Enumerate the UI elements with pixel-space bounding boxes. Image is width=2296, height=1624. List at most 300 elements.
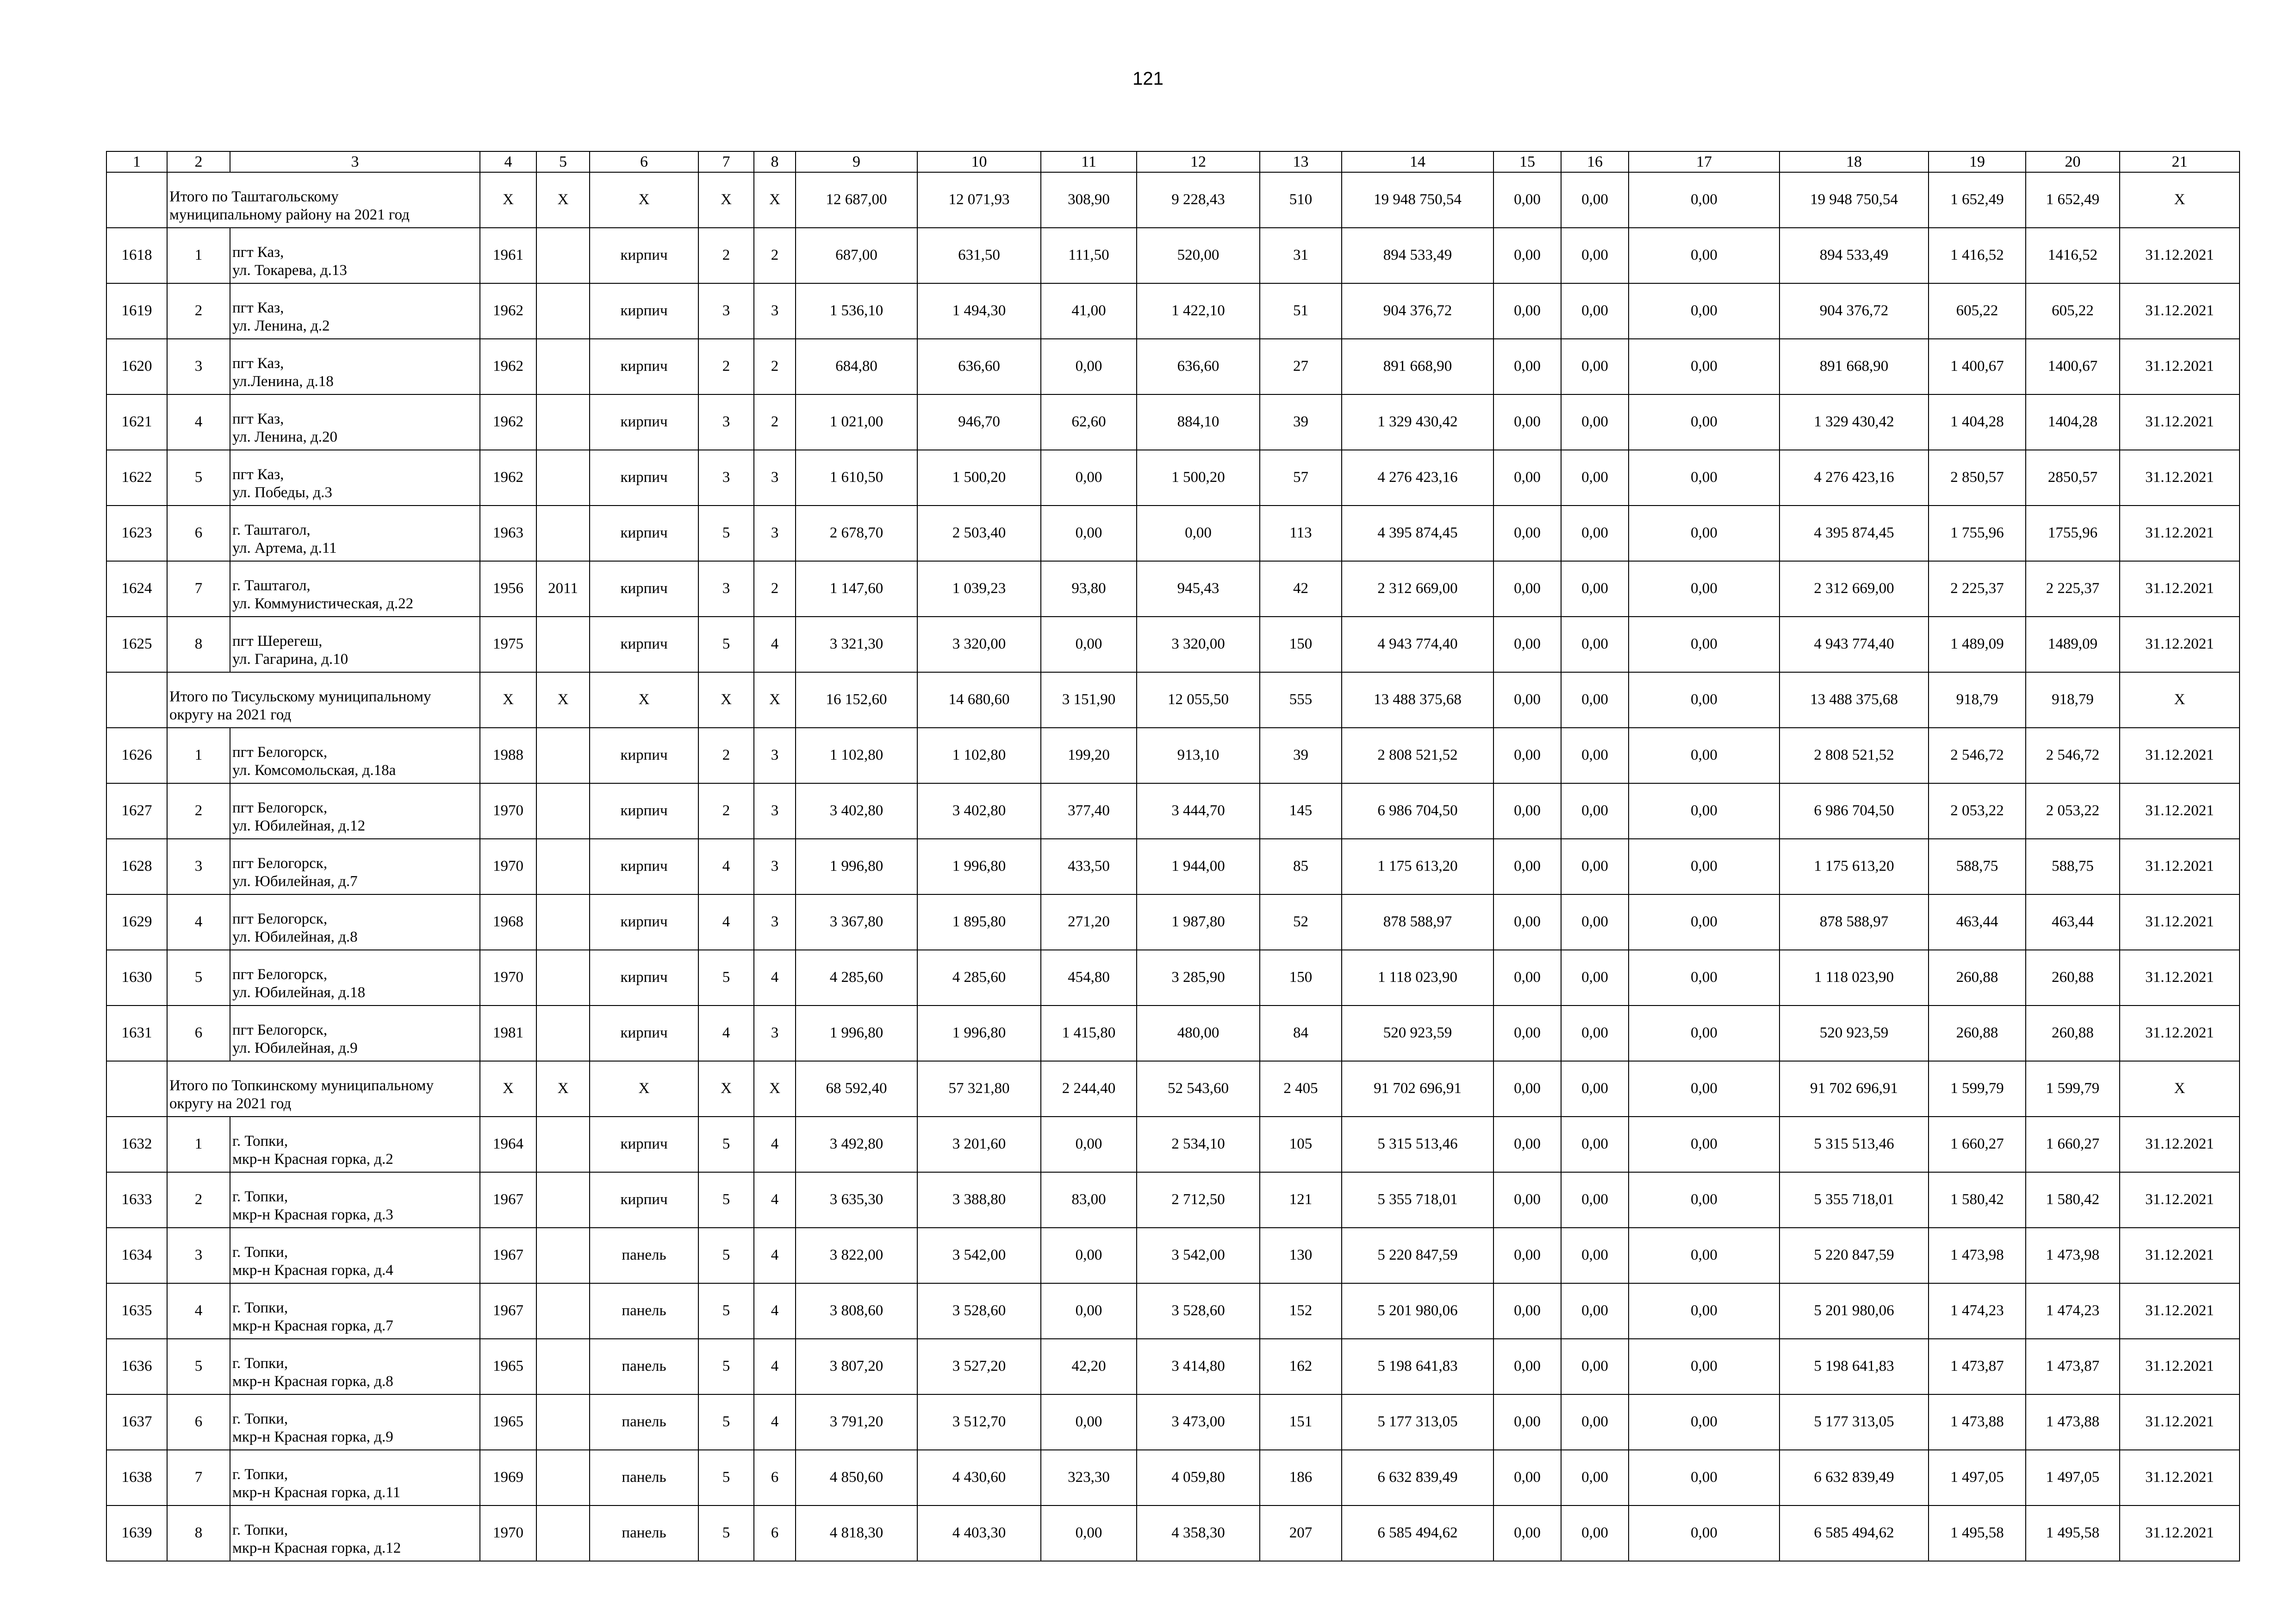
table-cell: 0,00: [1041, 1228, 1137, 1283]
table-cell: 111,50: [1041, 228, 1137, 283]
table-cell: 0,00: [1561, 1061, 1629, 1117]
table-cell: X: [590, 672, 698, 728]
table-cell: 0,00: [1629, 394, 1780, 450]
table-cell: 2 808 521,52: [1342, 728, 1493, 783]
table-cell: 31.12.2021: [2120, 783, 2240, 839]
table-cell: 91 702 696,91: [1780, 1061, 1929, 1117]
table-cell: [536, 617, 590, 672]
table-cell: 0,00: [1561, 617, 1629, 672]
table-cell: 2 503,40: [917, 506, 1041, 561]
table-cell: 2011: [536, 561, 590, 617]
table-cell: 1 422,10: [1137, 283, 1260, 339]
table-cell: 0,00: [1493, 1061, 1561, 1117]
table-cell: 3 527,20: [917, 1339, 1041, 1394]
address-line: мкр-н Красная горка, д.7: [232, 1318, 393, 1335]
address-cell: [230, 783, 480, 839]
table-cell: 5: [698, 1339, 754, 1394]
table-cell: 1962: [480, 394, 536, 450]
table-cell: 1 175 613,20: [1342, 839, 1493, 894]
address-line: ул. Комсомольская, д.18а: [232, 762, 396, 779]
table-cell: 6 585 494,62: [1780, 1505, 1929, 1561]
table-cell: 0,00: [1561, 1450, 1629, 1505]
table-cell: 4 276 423,16: [1780, 450, 1929, 506]
table-cell: 1 494,30: [917, 283, 1041, 339]
table-cell: 0,00: [1561, 1283, 1629, 1339]
table-cell: 0,00: [1493, 1339, 1561, 1394]
table-cell: [536, 1228, 590, 1283]
table-cell: 2 850,57: [1929, 450, 2026, 506]
table-cell: 3: [754, 728, 796, 783]
subtotal-row: [106, 1061, 2240, 1117]
table-cell: 0,00: [1493, 950, 1561, 1006]
table-cell: 3 542,00: [917, 1228, 1041, 1283]
table-cell: панель: [590, 1394, 698, 1450]
table-cell: [536, 950, 590, 1006]
table-cell: 2 225,37: [1929, 561, 2026, 617]
table-cell: 3 542,00: [1137, 1228, 1260, 1283]
row-number-cell: 1623: [106, 506, 167, 561]
table-cell: 0,00: [1561, 1117, 1629, 1172]
table-cell: 0,00: [1493, 1172, 1561, 1228]
table-cell: 1 102,80: [917, 728, 1041, 783]
table-cell: 1 599,79: [2026, 1061, 2120, 1117]
table-cell: 31.12.2021: [2120, 1339, 2240, 1394]
item-index-cell: 3: [167, 839, 230, 894]
table-cell: 0,00: [1561, 450, 1629, 506]
table-cell: 31.12.2021: [2120, 1172, 2240, 1228]
table-cell: панель: [590, 1228, 698, 1283]
table-cell: 0,00: [1041, 450, 1137, 506]
table-cell: 3: [698, 561, 754, 617]
subtotal-label-line: муниципальному району на 2021 год: [169, 206, 410, 224]
table-cell: 1 996,80: [917, 839, 1041, 894]
column-number-header: 21: [2120, 151, 2240, 172]
table-cell: 433,50: [1041, 839, 1137, 894]
column-number-header: 5: [536, 151, 590, 172]
table-cell: 377,40: [1041, 783, 1137, 839]
item-index-cell: 8: [167, 1505, 230, 1561]
column-number-header: 15: [1493, 151, 1561, 172]
table-cell: 12 055,50: [1137, 672, 1260, 728]
table-cell: 1 580,42: [1929, 1172, 2026, 1228]
table-cell: кирпич: [590, 950, 698, 1006]
table-row: [106, 839, 2240, 894]
table-cell: 31.12.2021: [2120, 728, 2240, 783]
table-cell: 3 528,60: [1137, 1283, 1260, 1339]
table-cell: 5 355 718,01: [1342, 1172, 1493, 1228]
table-cell: 2: [698, 339, 754, 394]
table-cell: [536, 1339, 590, 1394]
table-cell: 894 533,49: [1780, 228, 1929, 283]
table-cell: 42: [1260, 561, 1342, 617]
table-cell: 0,00: [1561, 394, 1629, 450]
table-cell: 1963: [480, 506, 536, 561]
row-number-cell: [106, 1061, 167, 1117]
address-line: пгт Белогорск,: [232, 1021, 328, 1038]
table-cell: 0,00: [1629, 561, 1780, 617]
table-cell: 52 543,60: [1137, 1061, 1260, 1117]
table-cell: 0,00: [1561, 1505, 1629, 1561]
table-cell: 0,00: [1629, 506, 1780, 561]
column-number-header: 14: [1342, 151, 1493, 172]
table-cell: X: [698, 1061, 754, 1117]
table-cell: 150: [1260, 950, 1342, 1006]
table-cell: 1 610,50: [796, 450, 917, 506]
table-cell: 1 497,05: [1929, 1450, 2026, 1505]
column-number-header: 4: [480, 151, 536, 172]
row-number-cell: 1619: [106, 283, 167, 339]
table-cell: 1 500,20: [917, 450, 1041, 506]
table-cell: 0,00: [1629, 894, 1780, 950]
table-cell: 636,60: [1137, 339, 1260, 394]
row-number-cell: 1625: [106, 617, 167, 672]
address-line: г. Топки,: [232, 1466, 288, 1483]
table-cell: 945,43: [1137, 561, 1260, 617]
row-number-cell: 1630: [106, 950, 167, 1006]
table-cell: 1489,09: [2026, 617, 2120, 672]
table-cell: [536, 1006, 590, 1061]
table-cell: 0,00: [1561, 1339, 1629, 1394]
subtotal-row: [106, 172, 2240, 228]
address-line: пгт Белогорск,: [232, 855, 328, 872]
address-line: пгт Каз,: [232, 299, 284, 316]
column-number-header: 19: [1929, 151, 2026, 172]
table-cell: 4 395 874,45: [1342, 506, 1493, 561]
table-cell: 6 986 704,50: [1780, 783, 1929, 839]
table-cell: 0,00: [1493, 1117, 1561, 1172]
table-cell: 878 588,97: [1342, 894, 1493, 950]
table-cell: 1 400,67: [1929, 339, 2026, 394]
table-cell: 1755,96: [2026, 506, 2120, 561]
table-cell: [536, 228, 590, 283]
table-cell: 0,00: [1561, 228, 1629, 283]
table-cell: 0,00: [1493, 894, 1561, 950]
table-cell: 878 588,97: [1780, 894, 1929, 950]
table-cell: X: [754, 672, 796, 728]
table-cell: 1 599,79: [1929, 1061, 2026, 1117]
table-cell: 0,00: [1561, 1394, 1629, 1450]
table-cell: 1 660,27: [2026, 1117, 2120, 1172]
table-cell: 52: [1260, 894, 1342, 950]
item-index-cell: 2: [167, 1172, 230, 1228]
table-cell: 884,10: [1137, 394, 1260, 450]
table-cell: 3: [754, 839, 796, 894]
address-line: ул. Юбилейная, д.8: [232, 929, 358, 946]
table-cell: 0,00: [1493, 450, 1561, 506]
table-cell: 1970: [480, 1505, 536, 1561]
column-number-header: 2: [167, 151, 230, 172]
table-cell: 31.12.2021: [2120, 339, 2240, 394]
address-line: г. Топки,: [232, 1355, 288, 1372]
table-cell: 260,88: [2026, 1006, 2120, 1061]
table-cell: 6 585 494,62: [1342, 1505, 1493, 1561]
table-cell: 3 822,00: [796, 1228, 917, 1283]
address-line: мкр-н Красная горка, д.11: [232, 1484, 401, 1501]
column-number-header: 1: [106, 151, 167, 172]
table-cell: 1 652,49: [1929, 172, 2026, 228]
table-cell: 0,00: [1561, 339, 1629, 394]
table-cell: 1967: [480, 1172, 536, 1228]
subtotal-label: [167, 672, 480, 728]
column-number-header: 11: [1041, 151, 1137, 172]
table-row: [106, 728, 2240, 783]
table-cell: 0,00: [1041, 1283, 1137, 1339]
table-cell: 1967: [480, 1283, 536, 1339]
table-cell: кирпич: [590, 228, 698, 283]
table-cell: 1400,67: [2026, 339, 2120, 394]
table-cell: 2 808 521,52: [1780, 728, 1929, 783]
row-number-cell: 1621: [106, 394, 167, 450]
address-line: мкр-н Красная горка, д.12: [232, 1540, 401, 1557]
table-cell: 260,88: [1929, 1006, 2026, 1061]
row-number-cell: 1636: [106, 1339, 167, 1394]
table-cell: 0,00: [1041, 506, 1137, 561]
table-cell: 5 220 847,59: [1342, 1228, 1493, 1283]
table-cell: 0,00: [1493, 561, 1561, 617]
table-cell: 0,00: [1629, 617, 1780, 672]
table-cell: 6: [754, 1505, 796, 1561]
table-cell: 57 321,80: [917, 1061, 1041, 1117]
address-line: мкр-н Красная горка, д.8: [232, 1373, 393, 1390]
table-cell: 4: [754, 1228, 796, 1283]
table-cell: 39: [1260, 728, 1342, 783]
table-cell: кирпич: [590, 339, 698, 394]
address-cell: [230, 228, 480, 283]
table-cell: 0,00: [1629, 783, 1780, 839]
table-cell: 3: [698, 450, 754, 506]
address-line: ул. Ленина, д.2: [232, 318, 330, 335]
table-cell: 4: [698, 1006, 754, 1061]
table-cell: 0,00: [1629, 1061, 1780, 1117]
table-cell: 0,00: [1041, 339, 1137, 394]
table-cell: 1 118 023,90: [1342, 950, 1493, 1006]
table-cell: 4: [754, 1339, 796, 1394]
table-cell: 1 039,23: [917, 561, 1041, 617]
table-cell: 3 321,30: [796, 617, 917, 672]
table-cell: 5 220 847,59: [1780, 1228, 1929, 1283]
table-cell: 0,00: [1629, 1172, 1780, 1228]
table-cell: 918,79: [2026, 672, 2120, 728]
housing-registry-table: [106, 151, 2240, 1562]
table-cell: 0,00: [1561, 172, 1629, 228]
column-number-header: 6: [590, 151, 698, 172]
table-cell: 463,44: [2026, 894, 2120, 950]
address-line: ул.Ленина, д.18: [232, 373, 334, 390]
table-cell: 186: [1260, 1450, 1342, 1505]
table-cell: 687,00: [796, 228, 917, 283]
table-cell: панель: [590, 1283, 698, 1339]
table-cell: 0,00: [1493, 1450, 1561, 1505]
table-cell: 150: [1260, 617, 1342, 672]
table-cell: 904 376,72: [1780, 283, 1929, 339]
address-cell: [230, 1283, 480, 1339]
table-cell: 0,00: [1629, 172, 1780, 228]
table-cell: 3 285,90: [1137, 950, 1260, 1006]
table-cell: 4: [754, 1283, 796, 1339]
table-cell: 4: [754, 1172, 796, 1228]
row-number-cell: 1626: [106, 728, 167, 783]
table-cell: 5 177 313,05: [1342, 1394, 1493, 1450]
table-cell: 31.12.2021: [2120, 617, 2240, 672]
table-cell: X: [536, 1061, 590, 1117]
address-line: г. Топки,: [232, 1410, 288, 1427]
item-index-cell: 4: [167, 894, 230, 950]
table-cell: кирпич: [590, 783, 698, 839]
row-number-cell: 1631: [106, 1006, 167, 1061]
table-cell: панель: [590, 1339, 698, 1394]
table-cell: [536, 394, 590, 450]
table-cell: 1 652,49: [2026, 172, 2120, 228]
table-cell: 2: [698, 228, 754, 283]
table-cell: 39: [1260, 394, 1342, 450]
table-cell: 3: [754, 1006, 796, 1061]
table-cell: 3: [698, 283, 754, 339]
item-index-cell: 4: [167, 394, 230, 450]
table-cell: [536, 1117, 590, 1172]
item-index-cell: 4: [167, 1283, 230, 1339]
table-cell: 51: [1260, 283, 1342, 339]
table-cell: 27: [1260, 339, 1342, 394]
table-cell: 0,00: [1629, 283, 1780, 339]
table-row: [106, 1450, 2240, 1505]
table-cell: [536, 839, 590, 894]
table-cell: 41,00: [1041, 283, 1137, 339]
table-cell: 4: [754, 950, 796, 1006]
table-cell: 83,00: [1041, 1172, 1137, 1228]
address-line: пгт Шерегеш,: [232, 632, 323, 650]
table-cell: 14 680,60: [917, 672, 1041, 728]
item-index-cell: 2: [167, 283, 230, 339]
table-cell: 2: [754, 339, 796, 394]
table-cell: 520 923,59: [1780, 1006, 1929, 1061]
address-line: пгт Белогорск,: [232, 743, 328, 761]
address-line: ул. Коммунистическая, д.22: [232, 595, 414, 612]
table-cell: 913,10: [1137, 728, 1260, 783]
table-cell: 480,00: [1137, 1006, 1260, 1061]
table-row: [106, 617, 2240, 672]
table-cell: 31.12.2021: [2120, 283, 2240, 339]
table-cell: 3 791,20: [796, 1394, 917, 1450]
table-cell: 3 808,60: [796, 1283, 917, 1339]
address-line: г. Топки,: [232, 1188, 288, 1205]
item-index-cell: 3: [167, 339, 230, 394]
table-row: [106, 1006, 2240, 1061]
column-number-header: 16: [1561, 151, 1629, 172]
address-cell: [230, 450, 480, 506]
subtotal-label-line: Итого по Таштагольскому: [169, 188, 339, 205]
table-cell: 1 147,60: [796, 561, 917, 617]
address-line: г. Топки,: [232, 1299, 288, 1316]
table-cell: 0,00: [1629, 1006, 1780, 1061]
table-cell: 0,00: [1493, 672, 1561, 728]
table-cell: [536, 1505, 590, 1561]
table-cell: 3: [754, 894, 796, 950]
table-cell: 1 329 430,42: [1780, 394, 1929, 450]
address-line: г. Таштагол,: [232, 577, 311, 594]
table-cell: 0,00: [1561, 1172, 1629, 1228]
table-cell: 5: [698, 1117, 754, 1172]
address-line: ул. Токарева, д.13: [232, 262, 347, 279]
table-cell: 0,00: [1493, 728, 1561, 783]
table-cell: 0,00: [1493, 1505, 1561, 1561]
table-cell: 636,60: [917, 339, 1041, 394]
table-cell: 1962: [480, 450, 536, 506]
table-cell: 1964: [480, 1117, 536, 1172]
row-number-cell: 1628: [106, 839, 167, 894]
table-cell: 2 225,37: [2026, 561, 2120, 617]
table-cell: 1 473,87: [1929, 1339, 2026, 1394]
table-cell: X: [480, 1061, 536, 1117]
table-cell: 0,00: [1629, 839, 1780, 894]
column-number-header: 12: [1137, 151, 1260, 172]
table-cell: 2 405: [1260, 1061, 1342, 1117]
address-line: ул. Юбилейная, д.9: [232, 1040, 358, 1057]
table-cell: 9 228,43: [1137, 172, 1260, 228]
table-cell: 3 402,80: [796, 783, 917, 839]
address-cell: [230, 950, 480, 1006]
column-number-header: 8: [754, 151, 796, 172]
table-cell: 0,00: [1493, 1006, 1561, 1061]
table-cell: 84: [1260, 1006, 1342, 1061]
table-cell: [536, 1172, 590, 1228]
column-number-header: 17: [1629, 151, 1780, 172]
table-cell: 42,20: [1041, 1339, 1137, 1394]
table-cell: 16 152,60: [796, 672, 917, 728]
table-cell: 1 660,27: [1929, 1117, 2026, 1172]
table-cell: 4 850,60: [796, 1450, 917, 1505]
table-cell: 1 416,52: [1929, 228, 2026, 283]
table-cell: 454,80: [1041, 950, 1137, 1006]
table-cell: 891 668,90: [1342, 339, 1493, 394]
table-cell: 1 497,05: [2026, 1450, 2120, 1505]
address-cell: [230, 894, 480, 950]
table-cell: 4 059,80: [1137, 1450, 1260, 1505]
table-row: [106, 1505, 2240, 1561]
table-cell: кирпич: [590, 894, 698, 950]
table-cell: 1416,52: [2026, 228, 2120, 283]
address-line: пгт Каз,: [232, 355, 284, 372]
table-cell: 31.12.2021: [2120, 1283, 2240, 1339]
table-row: [106, 950, 2240, 1006]
table-cell: 1965: [480, 1394, 536, 1450]
table-cell: [536, 783, 590, 839]
table-cell: 0,00: [1561, 672, 1629, 728]
table-cell: панель: [590, 1505, 698, 1561]
table-cell: 3 402,80: [917, 783, 1041, 839]
table-cell: 31.12.2021: [2120, 450, 2240, 506]
address-line: пгт Каз,: [232, 410, 284, 427]
table-cell: 260,88: [2026, 950, 2120, 1006]
table-row: [106, 1117, 2240, 1172]
address-cell: [230, 283, 480, 339]
table-cell: 3 473,00: [1137, 1394, 1260, 1450]
address-line: пгт Белогорск,: [232, 910, 328, 927]
table-cell: 0,00: [1629, 1450, 1780, 1505]
table-cell: 3 414,80: [1137, 1339, 1260, 1394]
table-cell: 0,00: [1041, 1394, 1137, 1450]
table-cell: 0,00: [1561, 894, 1629, 950]
column-number-header: 3: [230, 151, 480, 172]
address-cell: [230, 506, 480, 561]
table-cell: 0,00: [1561, 561, 1629, 617]
table-cell: 2 546,72: [2026, 728, 2120, 783]
table-cell: 19 948 750,54: [1780, 172, 1929, 228]
table-cell: 105: [1260, 1117, 1342, 1172]
table-cell: X: [480, 672, 536, 728]
table-cell: 308,90: [1041, 172, 1137, 228]
item-index-cell: 6: [167, 1394, 230, 1450]
table-row: [106, 783, 2240, 839]
